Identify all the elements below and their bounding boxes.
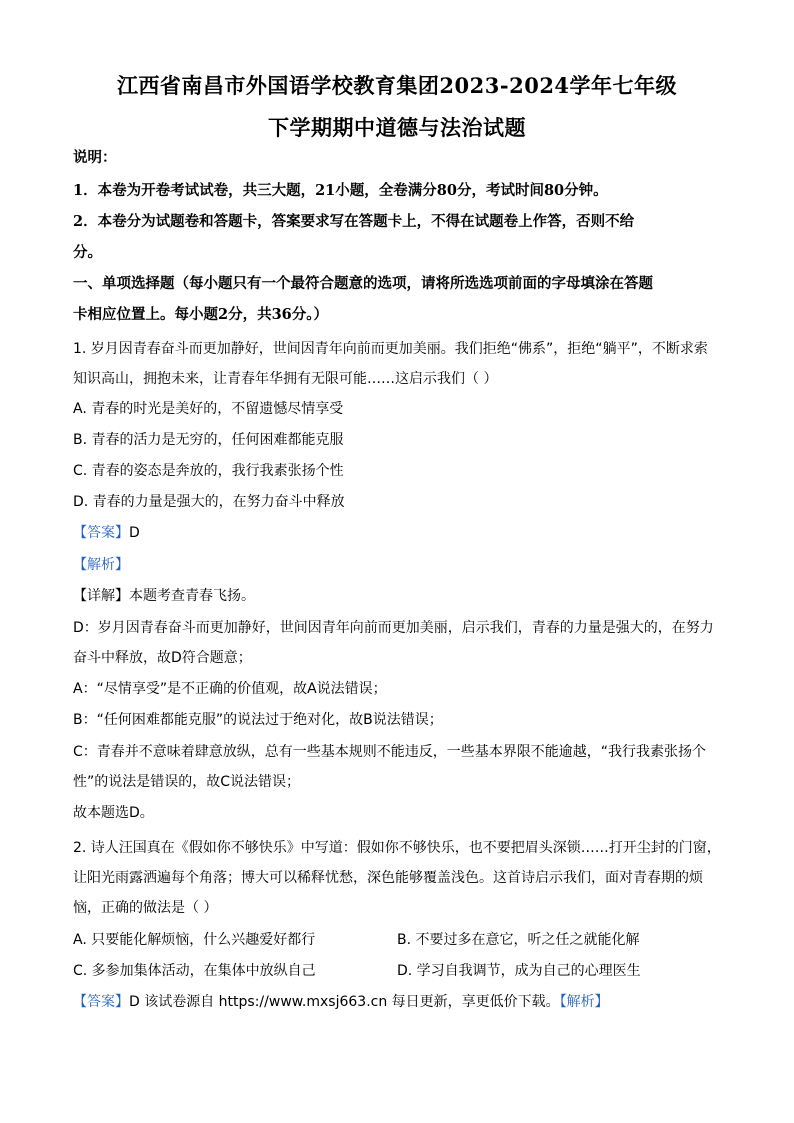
q1-stem-line2: 知识高山，拥抱未来，让青春年华拥有无限可能……这启示我们（ ） bbox=[73, 371, 498, 387]
q2-stem-line3: 恼，正确的做法是（ ） bbox=[73, 900, 218, 916]
q1-explanation-d-line1: D：岁月因青春奋斗而更加静好，世间因青年向前而更加美丽，启示我们，青春的力量是强大的，在努力 bbox=[73, 620, 714, 636]
answer-tag: 【答案】 bbox=[73, 525, 129, 541]
q2-answer-line: D 该试卷源自 https://www.mxsj663.cn 每日更新，享更低价下载。 bbox=[129, 994, 560, 1010]
q1-option-d: D. 青春的力量是强大的，在努力奋斗中释放 bbox=[73, 494, 345, 510]
q1-detail bbox=[73, 586, 255, 606]
section-1-heading-line2: 卡相应位置上。每小题2分，共36分。） bbox=[73, 306, 329, 323]
q1-option-a: A. 青春的时光是美好的，不留遗憾尽情享受 bbox=[73, 401, 344, 417]
instruction-1: 1．本卷为开卷考试试卷，共三大题，21小题，全卷满分80分，考试时间80分钟。 bbox=[73, 182, 608, 199]
q2-option-d: D. 学习自我调节，成为自己的心理医生 bbox=[397, 963, 641, 979]
q1-analysis-tag: 【解析】 bbox=[73, 557, 129, 573]
q1-explanation-a: A：“尽情享受”是不正确的价值观，故A说法错误； bbox=[73, 681, 387, 697]
q2-answer bbox=[73, 992, 609, 1012]
q1-detail-text: 本题考查青春飞扬。 bbox=[129, 588, 255, 604]
exam-title-line1: 江西省南昌市外国语学校教育集团2023-2024学年七年级 bbox=[116, 73, 678, 98]
instruction-2-line2: 分。 bbox=[73, 244, 102, 261]
q1-conclusion: 故本题选D。 bbox=[73, 805, 154, 821]
q1-explanation-c-line1: C：青春并不意味着肆意放纵，总有一些基本规则不能违反，一些基本界限不能逾越，“我行我素张扬个 bbox=[73, 744, 707, 760]
q1-stem-line1: 1. 岁月因青春奋斗而更加静好，世间因青年向前而更加美丽。我们拒绝“佛系”，拒绝“躺平”，不断求索 bbox=[73, 341, 708, 357]
q2-stem-line1: 2. 诗人汪国真在《假如你不够快乐》中写道：假如你不够快乐，也不要把眉头深锁……打开尘封的门窗， bbox=[73, 840, 721, 856]
q2-stem-line2: 让阳光雨露洒遍每个角落；博大可以稀释忧愁，深色能够覆盖浅色。这首诗启示我们，面对青春期的烦 bbox=[73, 870, 703, 886]
analysis-tag: 【解析】 bbox=[559, 994, 609, 1010]
q1-explanation-d-line2: 奋斗中释放，故D符合题意； bbox=[73, 650, 252, 666]
instructions-heading: 说明： bbox=[73, 149, 117, 166]
q2-option-b: B. 不要过多在意它，听之任之就能化解 bbox=[397, 932, 640, 948]
instruction-2-line1: 2．本卷分为试题卷和答题卡，答案要求写在答题卡上，不得在试题卷上作答，否则不给 bbox=[73, 213, 635, 230]
q1-answer bbox=[73, 523, 140, 543]
q1-answer-value: D bbox=[129, 525, 140, 541]
q2-option-c: C. 多参加集体活动，在集体中放纵自己 bbox=[73, 963, 316, 979]
q1-explanation-c-line2: 性”的说法是错误的，故C说法错误； bbox=[73, 774, 301, 790]
exam-title-line2: 下学期期中道德与法治试题 bbox=[268, 115, 526, 140]
q1-option-b: B. 青春的活力是无穷的，任何困难都能克服 bbox=[73, 432, 344, 448]
q1-explanation-b: B：“任何困难都能克服”的说法过于绝对化，故B说法错误； bbox=[73, 712, 443, 728]
q1-option-c: C. 青春的姿态是奔放的，我行我素张扬个性 bbox=[73, 463, 344, 479]
detail-tag: 【详解】 bbox=[73, 588, 129, 604]
section-1-heading-line1: 一、单项选择题（每小题只有一个最符合题意的选项，请将所选选项前面的字母填涂在答题 bbox=[73, 275, 653, 292]
answer-tag: 【答案】 bbox=[73, 994, 129, 1010]
q2-option-a: A. 只要能化解烦恼，什么兴趣爱好都行 bbox=[73, 932, 316, 948]
